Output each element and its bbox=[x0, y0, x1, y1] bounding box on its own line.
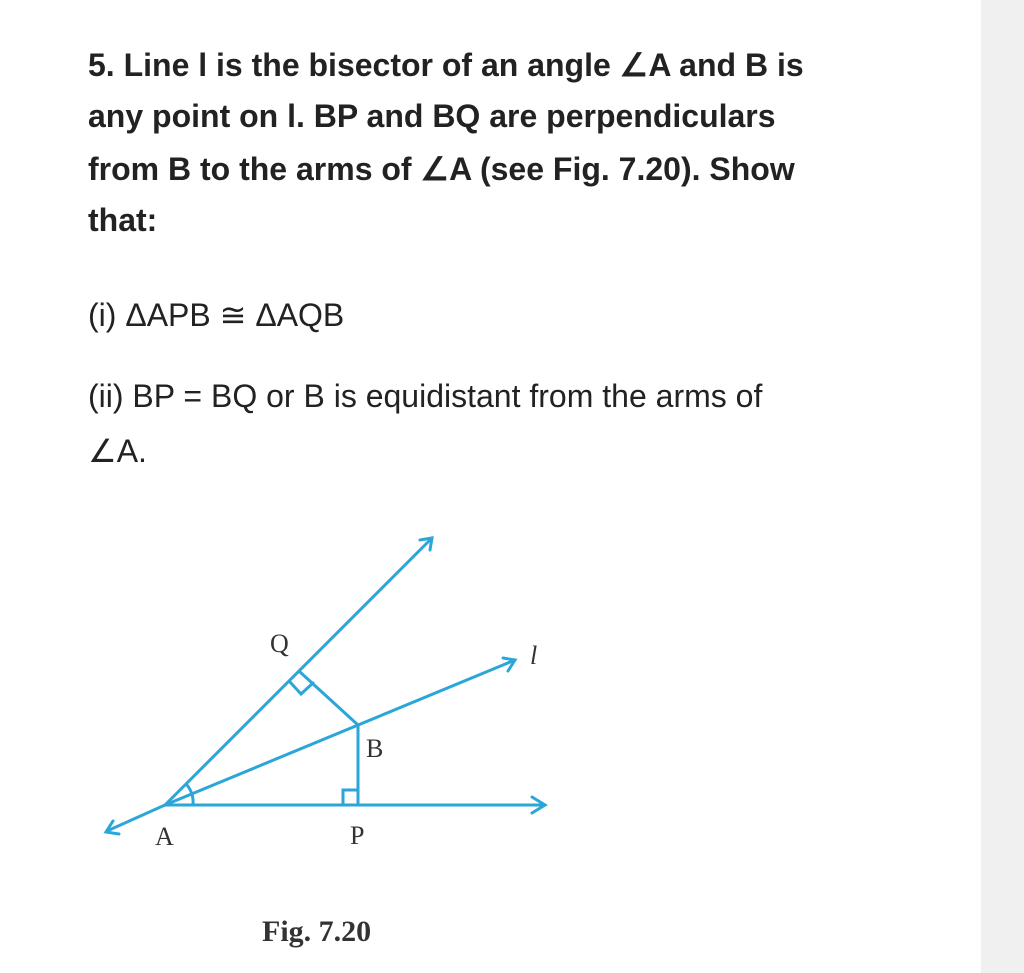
bisector-l bbox=[165, 660, 515, 805]
part-i: (i) ΔAPB ≅ ΔAQB bbox=[88, 297, 345, 333]
label-A: A bbox=[155, 822, 174, 851]
label-B: B bbox=[366, 734, 384, 763]
upper-arm bbox=[165, 538, 432, 805]
label-P: P bbox=[350, 821, 365, 850]
question-line-4: that: bbox=[88, 202, 158, 238]
label-Q: Q bbox=[270, 629, 289, 658]
question-line-3: from B to the arms of ∠A (see Fig. 7.20). Show bbox=[88, 151, 795, 187]
right-angle-P bbox=[343, 790, 358, 805]
question-line-1: 5. Line l is the bisector of an angle ∠A and B is bbox=[88, 47, 804, 83]
right-angle-Q bbox=[290, 682, 313, 694]
figure-caption: Fig. 7.20 bbox=[262, 915, 372, 948]
segment-BQ bbox=[300, 672, 358, 725]
question-line-2: any point on l. BP and BQ are perpendiculars bbox=[88, 98, 776, 134]
label-l: l bbox=[530, 641, 538, 670]
part-ii-line-2: ∠A. bbox=[88, 433, 147, 469]
part-ii-line-1: (ii) BP = BQ or B is equidistant from the arms of bbox=[88, 378, 763, 414]
